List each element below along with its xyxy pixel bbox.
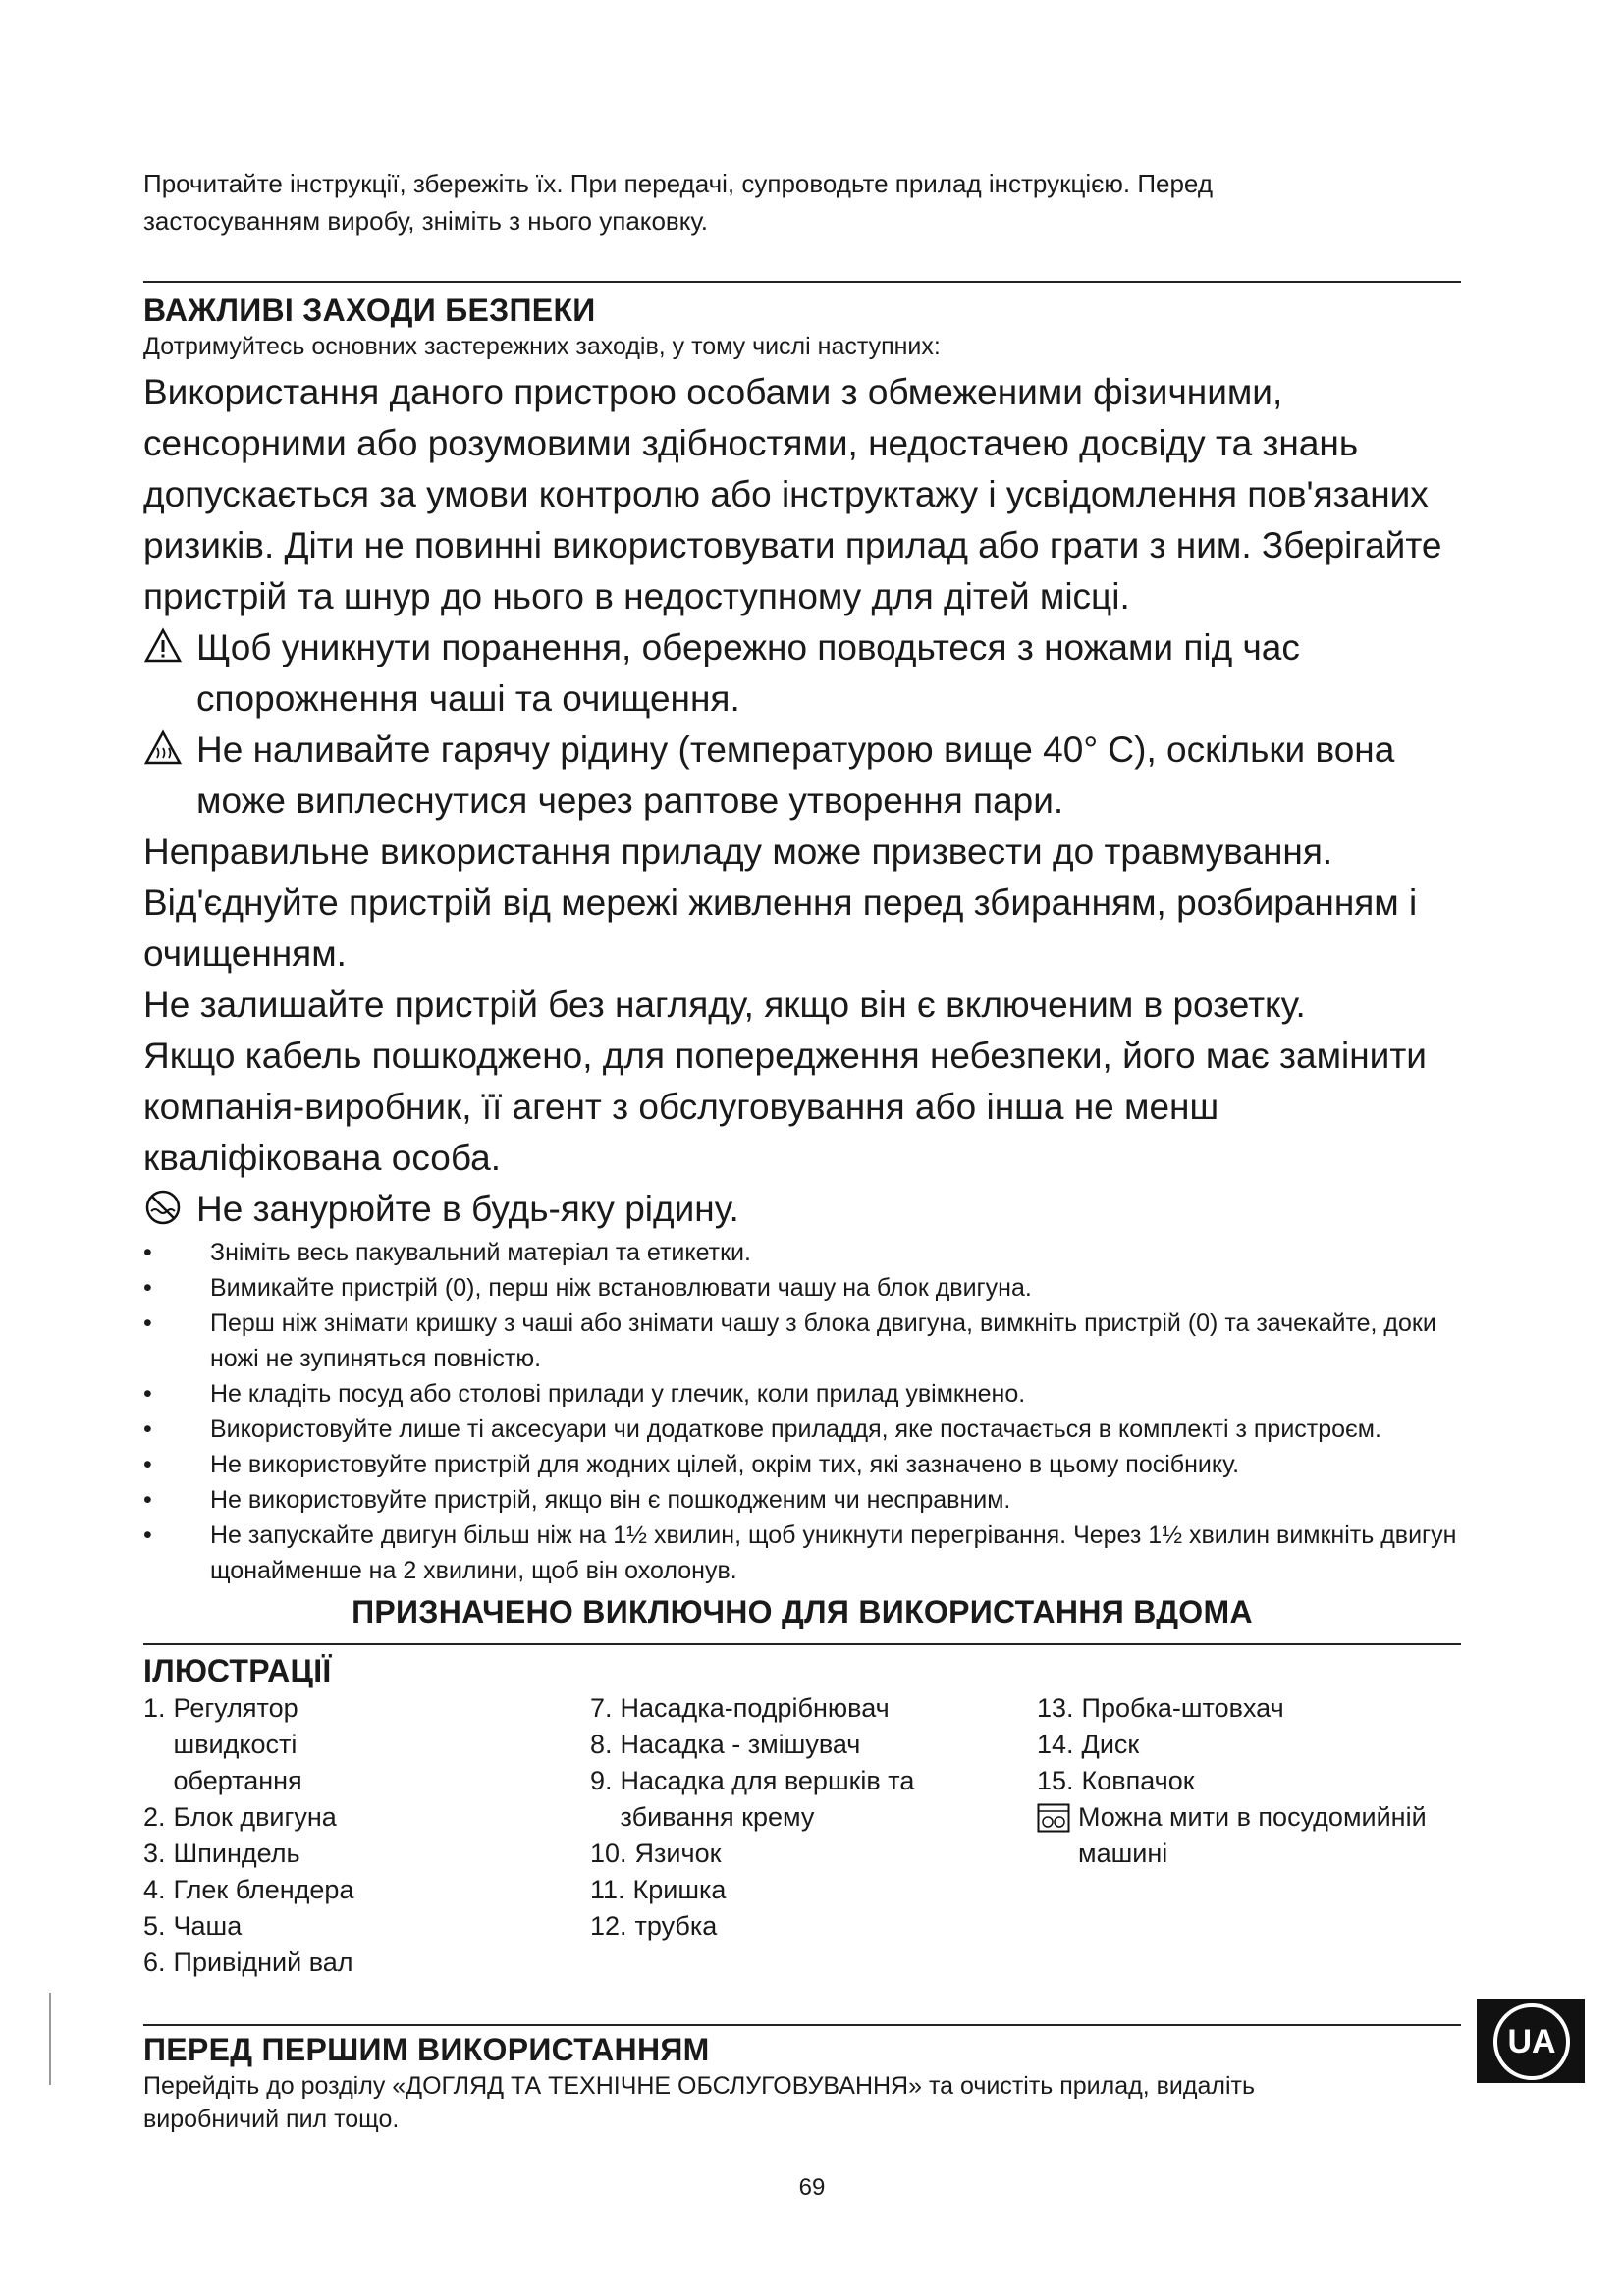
divider xyxy=(143,281,1461,283)
safety-paragraph-1: Використання даного пристрою особами з обмеженими фізичними, сенсорними або розумовими здібностями, недостачею досвіду та знань допускається за умови контролю або інструктажу і усвідомлення пов'язаних ризиків. Діти не повинні використовувати прилад або грати з ним. Зберігайте пристрій та шнур до нього в недоступному для дітей місці. xyxy=(143,372,1442,616)
hot-liquid-warning-icon xyxy=(143,728,183,768)
list-item: • Не використовуйте пристрій, якщо він є пошкодженим чи несправним. xyxy=(143,1486,1011,1514)
first-use-text: Перейдіть до розділу «ДОГЛЯД ТА ТЕХНІЧНЕ ОБСЛУГОВУВАННЯ» та очистіть прилад, видаліть виробничий пил тощо. xyxy=(143,2072,1255,2133)
illustrations-list xyxy=(143,1690,1461,1981)
list-item: 10. Язичок xyxy=(590,1839,722,1868)
list-item: 14. Диск xyxy=(1037,1730,1140,1759)
list-item: 1. Регулятор швидкості обертання xyxy=(143,1693,302,1795)
safety-paragraph-3: Від'єднуйте пристрій від мережі живлення перед збиранням, розбиранням і очищенням. xyxy=(143,882,1418,974)
home-use-title: ПРИЗНАЧЕНО ВИКЛЮЧНО ДЛЯ ВИКОРИСТАННЯ ВДОМА xyxy=(352,1594,1253,1629)
warning-triangle-icon xyxy=(143,626,183,666)
safety-paragraph-4: Не залишайте пристрій без нагляду, якщо він є включеним в розетку. xyxy=(143,985,1306,1025)
margin-mark xyxy=(49,1993,51,2085)
page-number: 69 xyxy=(798,2174,826,2201)
list-item: 11. Кришка xyxy=(590,1875,727,1904)
warning-hot-liquid-text: Не наливайте гарячу рідину (температурою вище 40° C), оскільки вона може виплеснутися через раптове утворення пари. xyxy=(196,729,1395,821)
list-item: 2. Блок двигуна xyxy=(143,1802,337,1832)
list-item: • Використовуйте лише ті аксесуари чи додаткове приладдя, яке постачається в комплекті з пристроєм. xyxy=(143,1415,1381,1443)
list-item: 4. Глек блендера xyxy=(143,1875,354,1904)
safety-title: ВАЖЛИВІ ЗАХОДИ БЕЗПЕКИ xyxy=(143,293,596,328)
warning-no-immersion xyxy=(143,1184,1461,1235)
list-item: • Перш ніж знімати кришку з чаші або знімати чашу з блока двигуна, вимкніть пристрій (0) та зачекайте, доки ножі не зупиняться повністю. xyxy=(143,1309,1436,1372)
list-item: 12. трубка xyxy=(590,1911,718,1941)
illustrations-title: ІЛЮСТРАЦІЇ xyxy=(143,1653,332,1688)
first-use-title: ПЕРЕД ПЕРШИМ ВИКОРИСТАННЯМ xyxy=(143,2032,710,2067)
warning-no-immersion-text: Не занурюйте в будь-яку рідину. xyxy=(196,1189,739,1229)
warning-blades xyxy=(143,622,1461,724)
language-badge-label: UA xyxy=(1493,2003,1570,2080)
page-content xyxy=(143,165,1461,2136)
safety-paragraph-5: Якщо кабель пошкоджено, для попередження небезпеки, його має замінити компанія-виробник, її агент з обслуговування або інша не менш кваліфікована особа. xyxy=(143,1036,1427,1178)
list-item: • Не запускайте двигун більш ніж на 1½ хвилин, щоб уникнути перегрівання. Через 1½ хвилин вимкніть двигун щонайменше на 2 хвилини, щоб він охолонув. xyxy=(143,1522,1457,1584)
list-item: • Вимикайте пристрій (0), перш ніж встановлювати чашу на блок двигуна. xyxy=(143,1274,1032,1302)
list-item: 3. Шпиндель xyxy=(143,1839,300,1868)
safety-bullets xyxy=(143,1235,1461,1588)
language-badge xyxy=(1477,1999,1585,2083)
warning-hot-liquid xyxy=(143,724,1461,827)
list-item: 9. Насадка для вершків та збивання крему xyxy=(590,1766,915,1832)
list-item: 5. Чаша xyxy=(143,1911,243,1941)
intro-text: Прочитайте інструкції, збережіть їх. При передачі, супроводьте прилад інструкцією. Перед застосуванням виробу, зніміть з нього упаковку. xyxy=(143,169,1213,236)
warning-blades-text: Щоб уникнути поранення, обережно поводьтеся з ножами під час спорожнення чаші та очищення. xyxy=(196,627,1300,719)
list-item: Можна мити в посудомийній машині xyxy=(1037,1799,1449,1872)
list-item: 15. Ковпачок xyxy=(1037,1766,1195,1795)
no-immersion-icon xyxy=(143,1188,183,1227)
divider xyxy=(143,1643,1461,1645)
list-item: 8. Насадка - змішувач xyxy=(590,1730,861,1759)
list-item: 13. Пробка-штовхач xyxy=(1037,1693,1284,1723)
illustrations-col-1 xyxy=(143,1690,590,1981)
safety-subtitle: Дотримуйтесь основних застережних заходів, у тому числі наступних: xyxy=(143,333,941,360)
list-item: 7. Насадка-подрібнювач xyxy=(590,1693,890,1723)
illustrations-col-2 xyxy=(590,1690,1037,1981)
list-item: • Не використовуйте пристрій для жодних цілей, окрім тих, які зазначено в цьому посібнику. xyxy=(143,1451,1240,1478)
dishwasher-icon xyxy=(1037,1803,1070,1872)
list-item: • Не кладіть посуд або столові прилади у глечик, коли прилад увімкнено. xyxy=(143,1380,1026,1408)
safety-paragraph-2: Неправильне використання приладу може призвести до травмування. xyxy=(143,831,1333,872)
list-item: • Зніміть весь пакувальний матеріал та етикетки. xyxy=(143,1239,751,1266)
divider xyxy=(143,2024,1461,2026)
illustrations-col-3 xyxy=(1037,1690,1449,1981)
list-item: 6. Привідний вал xyxy=(143,1948,353,1977)
